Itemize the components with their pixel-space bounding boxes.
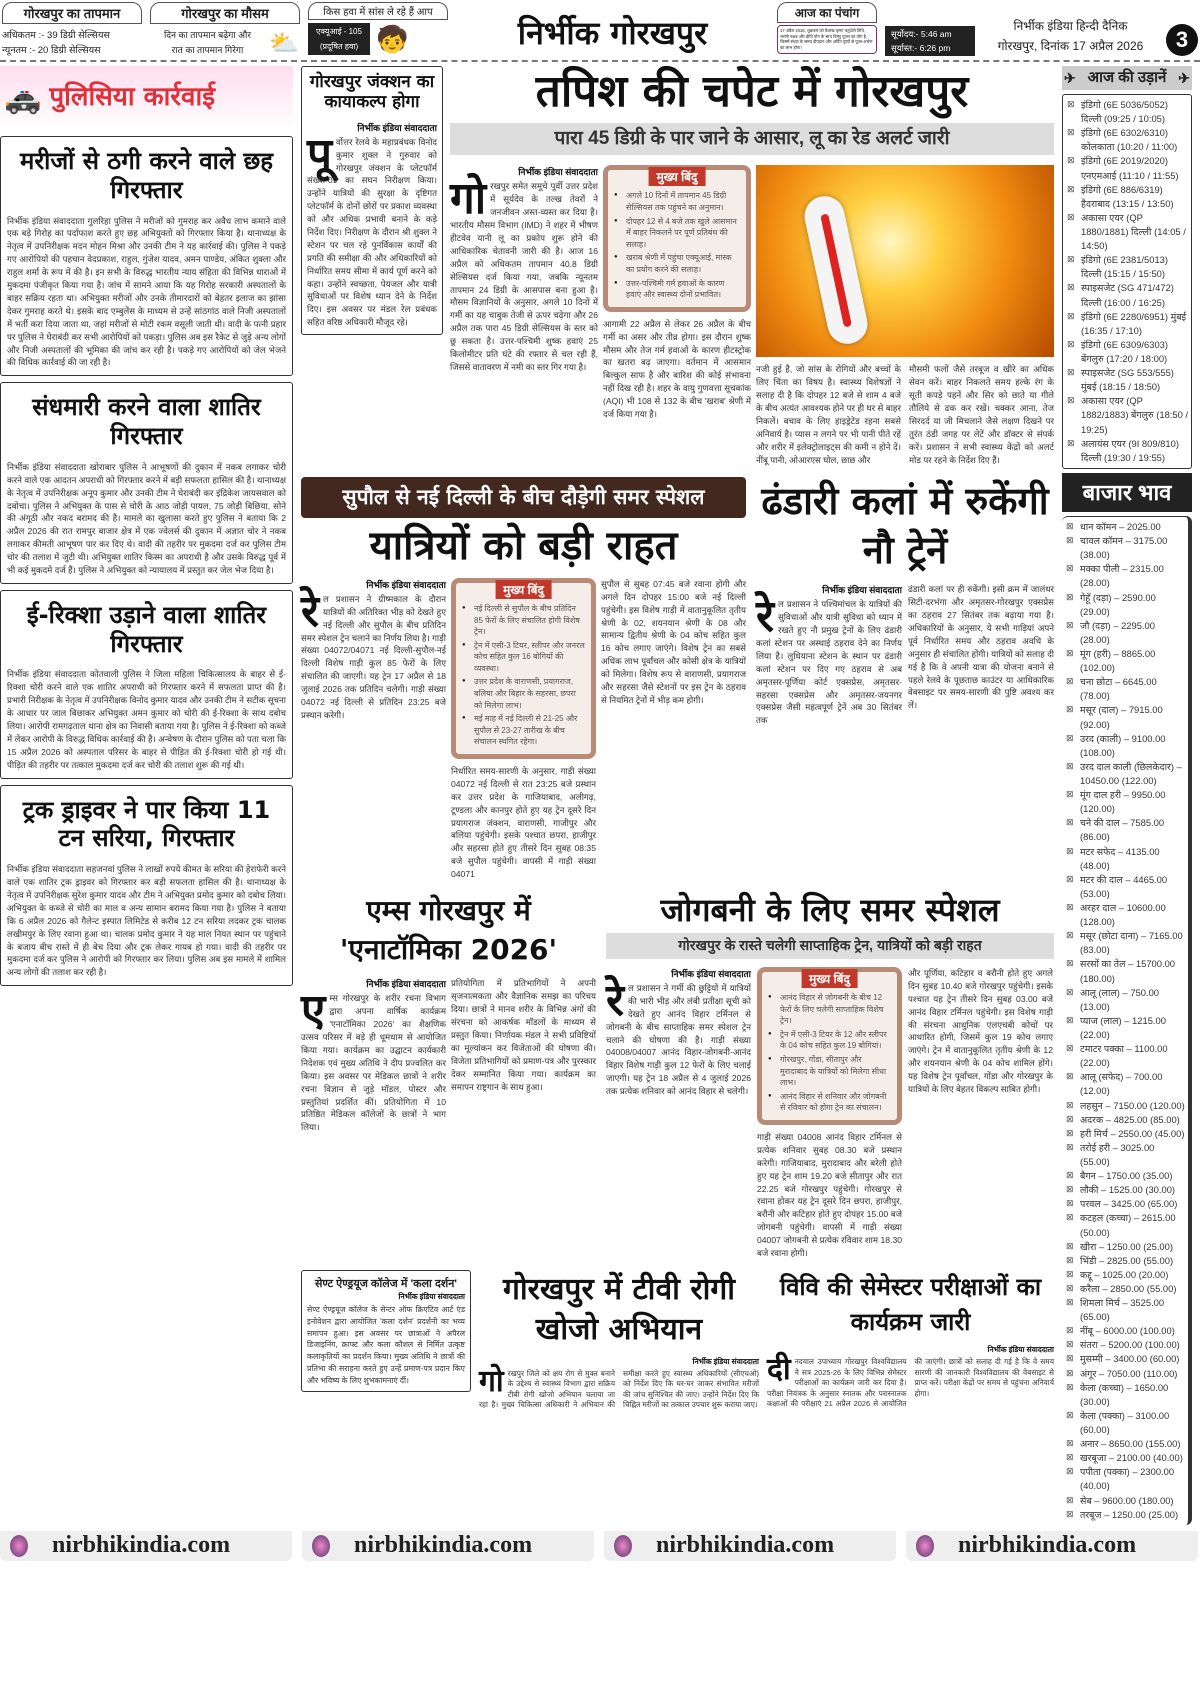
drop-cap: पू xyxy=(307,129,332,179)
press-logo xyxy=(312,1535,330,1557)
article-truck-driver xyxy=(0,785,293,987)
police-car-icon: 🚓 xyxy=(4,81,42,115)
flights-title-text: आज की उड़ानें xyxy=(1087,69,1167,86)
list-item: ● मई माह में नई दिल्ली से 21-25 और सुपौल से 23-27 तारीख के बीच संचालन स्थगित रहेगा। xyxy=(462,713,585,748)
airplane-icon: ✈ xyxy=(1064,70,1076,86)
weather-line: रात का तापमान गिरेगा xyxy=(171,45,244,55)
list-item: ⊠ मसूर (दाल) – 7915.00 (92.00) xyxy=(1064,703,1186,731)
article-body: मौसमी फलों जैसे तरबूज व खीरे का अधिक सेवन करें। बाहर निकलते समय हल्के रंग के सूती कपड़े पहनें और सिर को छाते या गीले तौलिये से ढक कर रखें। चक्कर आना, तेज सिरदर्द या जी मिचलाने जैसे लक्षण दिखने पर तुरंत ठंडी जगह पर लेटें और डॉक्टर से संपर्क करें। प्रशासन ने सभी स्वास्थ्य केंद्रों को अलर्ट मोड पर रहने के निर्देश दिए हैं। xyxy=(909,364,1054,465)
list-item: ⊠ हरी मिर्च – 2550.00 (45.00) xyxy=(1064,1127,1186,1141)
list-item: ⊠ मसूर (छोटा दाना) – 7165.00 (83.00) xyxy=(1064,929,1186,957)
aiims-col-1 xyxy=(301,977,446,1134)
article-body: म्स गोरखपुर के शरीर रचना विभाग द्वारा अपना वार्षिक कार्यक्रम 'एनाटॉमिका 2026' का शैक्षणिक उत्सव परिसर में बड़े ही धूमधाम से आयोजित किया गया। कार्यक्रम का उद्घाटन कार्यकारी निदेशक एवं मुख्य अतिथि ने दीप प्रज्वलित कर किया। इस अवसर पर मेडिकल छात्रों ने शरीर रचना विज्ञान से जुड़े मॉडल, पोस्टर और प्रस्तुतियां प्रदर्शित कीं। प्रतियोगिता में 10 प्रतिष्ठित मेडिकल कॉलेजों के छात्रों ने भाग लिया। xyxy=(301,993,446,1133)
weather-line: दिन का तापमान बढ़ेगा और xyxy=(163,30,252,40)
press-logo xyxy=(614,1535,632,1557)
key-points-title: मुख्य बिंदु xyxy=(495,580,552,599)
key-points-list xyxy=(462,603,585,748)
aqi-block xyxy=(308,2,448,55)
paper-info xyxy=(983,16,1158,56)
dhandari-headline: ढंडारी कलां में रुकेंगी नौ ट्रेनें xyxy=(761,478,1049,572)
supaul-headline: यात्रियों को बड़ी राहत xyxy=(369,522,678,569)
center-area xyxy=(301,66,1054,1410)
jogbani-headline: जोगबनी के लिए समर स्पेशल xyxy=(660,891,1000,930)
key-points-box xyxy=(451,578,596,759)
temp-max: अधिकतम :- 39 डिग्री सेल्सियस xyxy=(2,30,110,41)
list-item: ⊠ सरसों का तेल – 15700.00 (180.00) xyxy=(1064,957,1186,985)
list-item: ⊠ तरबूज – 1250.00 (25.00) xyxy=(1064,1508,1186,1522)
article-body: प्रतियोगिता में प्रतिभागियों ने अपनी सृजनात्मकता और वैज्ञानिक समझ का परिचय दिया। छात्रों ने मानव शरीर के विभिन्न अंगों की संरचना को आकर्षक मॉडलों के माध्यम से प्रस्तुत किया। निर्णायक मंडल ने सभी प्रविष्टियों का मूल्यांकन कर विजेताओं की घोषणा की। विजेता प्रतिभागियों को प्रमाण-पत्र और पुरस्कार देकर सम्मानित किया गया। कार्यक्रम का समापन राष्ट्रगान के साथ हुआ। xyxy=(451,978,596,1092)
drop-cap: रे xyxy=(756,592,774,642)
page-number: 3 xyxy=(1166,24,1198,56)
byline: निर्भीक इंडिया संवाददाता xyxy=(692,1356,759,1366)
headline: ट्रक ड्राइवर ने पार किया 11 टन सरिया, गिरफ्तार xyxy=(22,795,271,853)
main-headline: तपिश की चपेट में गोरखपुर xyxy=(535,66,969,117)
main-col-3 xyxy=(756,165,1054,466)
byline: निर्भीक इंडिया संवाददाता xyxy=(987,1345,1054,1355)
panchang-text: 17 अप्रैल 2026, शुक्रवार को वैशाख कृष्ण चतुर्दशी तिथि, भरणी नक्षत्र और प्रीति योग के साथ विष्णु पूजन का योग है, जिसमें संध्या के समय दीपदान और अर्पित पुष्पों से पूजा-अर्चना का लाभ होगा। xyxy=(777,25,877,54)
byline: निर्भीक इंडिया संवाददाता xyxy=(357,122,437,133)
sun-times xyxy=(885,26,975,56)
heatwave-thermometer-image xyxy=(756,165,1054,357)
list-item: ● आनंद विहार से जोगबनी के बीच 12 फेरों के लिए चलेगी साप्ताहिक विशेष ट्रेन। xyxy=(768,992,891,1027)
footer-url[interactable]: nirbhikindia.com xyxy=(52,1532,231,1559)
list-item: ⊠ मूंग (हरी) – 8865.00 (102.00) xyxy=(1064,647,1186,675)
article-body: निर्भीक इंडिया संवाददाता गुलरिहा पुलिस ने मरीजों को गुमराह कर अवैध लाभ कमाने वाले एक बड़े गिरोह का पर्दाफाश करते हुए छह अभियुक्तों को गिरफ्तार किया है। थानाध्यक्ष के नेतृत्व में उपनिरीक्षक मदन मोहन मिश्रा और उनकी टीम ने यह कार्रवाई की। पुलिस ने पकड़े गए आरोपियों की पहचान वेदप्रकाश, राहुल, गुंजेश यादव, अमन पाण्डेय, अंकित शुक्ला और राहुल शर्मा के रूप में की है। इन सभी के विरुद्ध भारतीय न्याय संहिता की विभिन्न धाराओं में मुकदमा पंजीकृत किया गया है। जांच में सामने आया कि यह गिरोह सरकारी अस्पतालों के बाहर सक्रिय रहता था। अभियुक्त मरीजों और उनके तीमारदारों को बेहतर इलाज का झांसा देकर गुमराह करते थे। इसके बाद एम्बुलेंस के माध्यम से उन्हें सांठगांठ वाले निजी अस्पतालों में भर्ती करा दिया जाता था, जहां मरीजों से मोटी रकम वसूली जाती थी। वादी के पत्नी प्रहार पर पुलिस ने घेराबंदी कर सभी आरोपियों को पकड़ा। पुलिस अब इस रैकेट से जुड़े अन्य लोगों और निजी अस्पतालों की भूमिका की जांच कर रही है। पकड़े गए आरोपियों को जेल भेजने की विधिक कार्रवाई की जा रही है। xyxy=(7,215,286,368)
panchang-title: आज का पंचांग xyxy=(777,2,877,23)
list-item: ● उत्तर प्रदेश के वाराणसी, प्रयागराज, बलिया और बिहार के सहरसा, छपरा को मिलेगा लाभ। xyxy=(462,676,585,711)
byline: निर्भीक इंडिया संवाददाता xyxy=(366,579,446,590)
list-item: ⊠ प्याज (लाल) – 1215.00 (22.00) xyxy=(1064,1014,1186,1042)
flights-title xyxy=(1062,66,1192,90)
dhandari-story xyxy=(756,477,1054,728)
list-item: ⊠ मटर सफेद – 4135.00 (48.00) xyxy=(1064,845,1186,873)
list-item: ⊠ चना छोटा – 6645.00 (78.00) xyxy=(1064,675,1186,703)
list-item: ⊠ अलायंस एयर (9I 809/810) दिल्ली (19:30 / 19:55) xyxy=(1065,437,1189,465)
list-item: ⊠ लौकी – 1525.00 (30.00) xyxy=(1064,1183,1186,1197)
main-col-1 xyxy=(450,165,598,373)
list-item: ⊠ शिमला मिर्च – 3525.00 (65.00) xyxy=(1064,1296,1186,1324)
drop-cap: गो xyxy=(450,174,487,224)
list-item: ⊠ केला (पक्का) – 3100.00 (60.00) xyxy=(1064,1409,1186,1437)
article-body: ढंडारी कलां पर ही रुकेंगी। इसी क्रम में जालंधर सिटी-दरभंगा और अमृतसर-गोरखपुर एक्सप्रेस का ठहराव 27 सितंबर तक बढ़ाया गया है। अधिकारियों के अनुसार, ये सभी गाड़ियां अपने पूर्व निर्धारित समय और ठहराव अवधि के अनुसार ही संचालित होंगी। यात्रियों को सलाह दी गई है कि वे अपनी यात्रा की योजना बनाने से पहले रेलवे के पूछताछ काउंटर या आधिकारिक वेबसाइट पर समय-सारणी की पुष्टि अवश्य कर लें। xyxy=(908,584,1054,711)
list-item: ⊠ अकासा एयर (QP 1880/1881) दिल्ली (14:05 / 14:50) xyxy=(1065,211,1189,253)
byline: निर्भीक इंडिया संवाददाता xyxy=(398,1292,465,1302)
list-item: ⊠ करैला – 2850.00 (55.00) xyxy=(1064,1282,1186,1296)
article-body: ल प्रशासन ने पश्चिमांचल के यात्रियों की सुविधाओं और यात्री सुविधा को ध्यान में रखते हुए नौ प्रमुख ट्रेनों के लिए ढंडारी कलां स्टेशन पर अस्थाई ठहराव देने का निर्णय लिया है। लुधियाना स्टेशन के स्थान पर ढंडारी कलां स्टेशन पर दिए गए ठहराव से अब अमृतसर-पूर्णिया कोर्ट एक्सप्रेस, अमृतसर-सहरसा एक्सप्रेस और अमृतसर-जयनगर एक्सप्रेस जैसी महत्वपूर्ण ट्रेनें अब 30 सितंबर तक xyxy=(756,599,902,726)
jogbani-col-2 xyxy=(757,967,902,1260)
drop-cap: दी xyxy=(767,1353,791,1387)
key-points-box xyxy=(603,165,751,311)
footer xyxy=(0,1531,1200,1561)
temp-title: गोरखपुर का तापमान xyxy=(2,2,142,24)
list-item: ⊠ इंडिगो (6E 886/6319) हैदराबाद (13:15 / 13:50) xyxy=(1065,183,1189,211)
article-body: नदयाल उपाध्याय गोरखपुर विश्वविद्यालय ने सत्र 2025-26 के लिए विभिन्न सेमेस्टर परीक्षाओं का कार्यक्रम जारी कर दिया है। परीक्षा नियंत्रक के अनुसार स्नातक और परास्नातक कक्षाओं की परीक्षाएं 21 अप्रैल 2026 से आयोजित की जाएंगी। छात्रों को सलाह दी गई है कि वे समय सारणी की जानकारी विश्वविद्यालय की वेबसाइट से प्राप्त करें। परीक्षा केंद्रों पर समय से पहुंचना अनिवार्य होगा। xyxy=(767,1357,1054,1408)
footer-url[interactable]: nirbhikindia.com xyxy=(354,1532,533,1559)
list-item: ⊠ पपीता (पक्का) – 2300.00 (40.00) xyxy=(1064,1465,1186,1493)
list-item: ● दोपहर 12 से 4 बजे तक खुले आसमान में बाहर निकलने पर पूर्ण प्रतिबंध की सलाह। xyxy=(614,216,740,251)
list-item: ⊠ संतरा – 5200.00 (100.00) xyxy=(1064,1338,1186,1352)
supaul-banner: सुपौल से नई दिल्ली के बीच दौड़ेगी समर स्पेशल xyxy=(301,477,746,518)
list-item: ⊠ मटर की दाल – 4465.00 (53.00) xyxy=(1064,873,1186,901)
list-item: ⊠ आलू (सफेद) – 700.00 (12.00) xyxy=(1064,1070,1186,1098)
article-body: रखपुर जिले को क्षय रोग से मुक्त बनाने के उद्देश्य से स्वास्थ्य विभाग द्वारा सक्रिय टीबी रोगी खोजो अभियान चलाया जा रहा है। मुख्य चिकित्सा अधिकारी ने अभियान की समीक्षा करते हुए स्वास्थ्य अधिकारियों (सीएचओ) को निर्देश दिए कि घर-घर जाकर संभावित मरीजों की जांच सुनिश्चित की जाए। उन्होंने निर्देश दिए कि चिह्नित मरीजों का तत्काल उपचार शुरू कराया जाए। xyxy=(479,1368,759,1409)
list-item: ⊠ मुसम्मी – 3400.00 (60.00) xyxy=(1064,1352,1186,1366)
list-item: ⊠ अदरक – 4825.00 (85.00) xyxy=(1064,1113,1186,1127)
jogbani-subhead: गोरखपुर के रास्ते चलेगी साप्ताहिक ट्रेन, यात्रियों को बड़ी राहत xyxy=(606,933,1054,959)
weather-text xyxy=(150,28,265,58)
list-item: ⊠ अरहर दाल – 10600.00 (128.00) xyxy=(1064,901,1186,929)
list-item: ● ट्रेन में एसी-3 टियर के 12 और स्लीपर के 04 कोच सहित कुल 19 बोगियां। xyxy=(768,1029,891,1052)
dateline: गोरखपुर, दिनांक 17 अप्रैल 2026 xyxy=(997,39,1144,53)
list-item: ⊠ अनार – 8650.00 (155.00) xyxy=(1064,1437,1186,1451)
main-col-2 xyxy=(603,165,751,420)
article-body: निर्भीक इंडिया संवाददाता खोराबार पुलिस ने आभूषणों की दुकान में नकब लगाकर चोरी करने वाले एक आदतन अपराधी को गिरफ्तार करने में बड़ी सफलता हासिल की है। थानाध्यक्ष के नेतृत्व में उपनिरीक्षक अनूप कुमार और उनकी टीम ने घेराबंदी कर इंद्रिकेश जायसवाल को दबोचा। पुलिस ने अभियुक्त के पास से चोरी के आठ जोड़ी पायल, 75 जोड़ी बिछिया, सोने की अंगूठी और नकद बरामद की है। मामले का खुलासा करते हुए पुलिस ने बताया कि 2 अप्रैल 2026 की रात रामपुर बाजार क्षेत्र में एक ज्वेलर्स की दुकान में अज्ञात चोर ने नकब लगाकर कीमती आभूषण पार कर दिए थे। वादी की तहरीर पर मुकदमा दर्ज कर पुलिस टीम चोर की तलाश में जुटी थी। अभियुक्त शातिर किस्म का अपराधी है और उसके विरुद्ध पूर्व में भी कई मुकदमे दर्ज हैं। पुलिस ने अभियुक्त को न्यायालय में प्रस्तुत कर जेल भेज दिया है। xyxy=(7,461,286,575)
list-item: ⊠ गेहूँ (दड़ा) – 2590.00 (29.00) xyxy=(1064,591,1186,619)
list-item: ⊠ इंडिगो (6E 2019/2020) एनएमआई (11:10 / 11:55) xyxy=(1065,154,1189,182)
main-subhead: पारा 45 डिग्री के पार जाने के आसार, लू का रेड अलर्ट जारी xyxy=(450,123,1054,156)
list-item: ⊠ इंडिगो (6E 2280/6951) मुंबई (16:35 / 17:10) xyxy=(1065,310,1189,338)
main-story xyxy=(450,66,1054,467)
drop-cap: रे xyxy=(606,976,624,1026)
list-item: ⊠ परवल – 3425.00 (65.00) xyxy=(1064,1197,1186,1211)
list-item: ⊠ खीरा – 1250.00 (25.00) xyxy=(1064,1240,1186,1254)
footer-url[interactable]: nirbhikindia.com xyxy=(656,1532,835,1559)
article-body: और पूर्णिया, कटिहार व बरौनी होते हुए अगले दिन सुबह 10.40 बजे गोरखपुर पहुंचेगी। इसके पश्चात यह ट्रेन तीसरे दिन सुबह 03.00 बजे आनंद विहार टर्मिनल पहुंचेगी। इस विशेष गाड़ी की संरचना आधुनिक एलएचबी कोचों पर आधारित होगी, जिसमें कुल 19 कोच लगाए जाएंगे। ट्रेन में वातानुकूलित तृतीय श्रेणी के 12 और शयनयान श्रेणी के 04 कोच शामिल होंगे। यह विशेष ट्रेन पूर्वांचल, गोंडा और गोरखपुर के यात्रियों के लिए बेहतर विकल्प साबित होगी। xyxy=(908,968,1053,1095)
list-item: ● ट्रेन में एसी-3 टियर, स्लीपर और जनरल कोच सहित कुल 16 बोगियों की व्यवस्था। xyxy=(462,640,585,675)
jogbani-story xyxy=(606,891,1054,1260)
article-junction xyxy=(301,66,443,335)
univ-headline: विवि की सेमेस्टर परीक्षाओं का कार्यक्रम जारी xyxy=(779,1272,1042,1336)
list-item: ⊠ टमाटर पक्का – 1100.00 (22.00) xyxy=(1064,1042,1186,1070)
footer-block xyxy=(0,1531,292,1561)
section-banner xyxy=(0,66,293,130)
byline: निर्भीक इंडिया संवाददाता xyxy=(822,585,902,596)
weather-title: गोरखपुर का मौसम xyxy=(150,2,300,24)
list-item: ⊠ कटहल (कच्चा) – 2615.00 (50.00) xyxy=(1064,1211,1186,1239)
drop-cap: रे xyxy=(301,586,319,636)
tb-headline: गोरखपुर में टीवी रोगी खोजो अभियान xyxy=(502,1271,736,1348)
aiims-headline: एम्स गोरखपुर में 'एनाटॉमिका 2026' xyxy=(339,894,558,967)
list-item: ● अगले 10 दिनों में तापमान 45 डिग्री सेल्सियस तक पहुंचने का अनुमान। xyxy=(614,190,740,213)
list-item: ⊠ अंगूर – 7050.00 (110.00) xyxy=(1064,1367,1186,1381)
list-item: ⊠ स्पाइसजेट (SG 553/555) मुंबई (18:15 / 18:50) xyxy=(1065,366,1189,394)
sunset: सूर्यास्त:- 6:26 pm xyxy=(891,43,951,53)
temp-min: न्यूनतम :- 20 डिग्री सेल्सियस xyxy=(2,45,101,56)
headline: मरीजों से ठगी करने वाले छह गिरफ्तार xyxy=(19,147,274,204)
byline: निर्भीक इंडिया संवाददाता xyxy=(366,979,446,990)
article-body: आगामी 22 अप्रैल से लेकर 26 अप्रैल के बीच गर्मी का असर और तीव्र होगा। इस दौरान शुष्क मौसम और तेज गर्म हवाओं के कारण हीटस्ट्रोक का खतरा बढ़ जाएगा। वर्तमान में आसमान बिल्कुल साफ है और बारिश की कोई संभावना नहीं दिख रही है। शहर के वायु गुणवत्ता सूचकांक (AQI) भी 108 से 132 के बीच 'खराब' श्रेणी में दर्ज किया गया है। xyxy=(603,318,751,419)
airplane-icon: ✈ xyxy=(1178,70,1190,86)
footer-block xyxy=(302,1531,594,1561)
tb-story xyxy=(479,1270,759,1410)
headline: गोरखपुर जंक्शन का कायाकल्प होगा xyxy=(309,72,435,113)
aqi-label: (प्रदूषित हवा) xyxy=(319,42,359,51)
article-kala-darshan xyxy=(301,1270,471,1392)
supaul-story xyxy=(301,477,746,882)
list-item: ⊠ भिंडी – 2825.00 (55.00) xyxy=(1064,1254,1186,1268)
list-item: ⊠ स्पाइसजेट (SG 471/472) दिल्ली (16:00 / 16:25) xyxy=(1065,281,1189,309)
headline: सेण्ट ऐण्ड्रयूज कॉलेज में 'कला दर्शन' xyxy=(314,1277,457,1290)
list-item: ⊠ तरोई हरी – 3025.00 (55.00) xyxy=(1064,1141,1186,1169)
footer-block xyxy=(906,1531,1198,1561)
list-item: ⊠ चावल कॉमन – 3175.00 (38.00) xyxy=(1064,534,1186,562)
left-column xyxy=(0,66,293,986)
temp-readings xyxy=(2,28,142,58)
drop-cap: ए xyxy=(301,986,326,1036)
dhandari-col-1 xyxy=(756,583,902,727)
list-item: ● उत्तर-पश्चिमी गर्म हवाओं के कारण हवाएं और स्वास्थ्य दोनों प्रभावित। xyxy=(614,278,740,301)
key-points-title: मुख्य बिंदु xyxy=(801,969,858,988)
jogbani-col-1 xyxy=(606,967,751,1098)
aqi-title: किस हवा में सांस ले रहे हैं आप xyxy=(308,2,448,20)
section-banner-title: पुलिसिया कार्रवाई xyxy=(49,82,215,113)
byline: निर्भीक इंडिया संवाददाता xyxy=(518,167,598,178)
key-points-box xyxy=(757,967,902,1125)
list-item: ⊠ नींबू – 6000.00 (100.00) xyxy=(1064,1324,1186,1338)
article-body: रखपुर समेत समूचे पूर्वी उत्तर प्रदेश में सूर्यदेव के तल्ख तेवरों ने जनजीवन अस्त-व्यस्त कर दिया है। भारतीय मौसम विभाग (IMD) ने शहर में भीषण हीटवेव यानी लू का प्रकोप शुरू होने की आधिकारिक चेतावनी जारी की है। आज 16 अप्रैल को अधिकतम तापमान 40.8 डिग्री सेल्सियस दर्ज किया गया, जबकि न्यूनतम तापमान 24 डिग्री के आसपास बना हुआ है। मौसम विज्ञानियों के अनुसार, अगले 10 दिनों में गर्मी का यह चाबुक तेजी से ऊपर चढ़ेगा और 26 अप्रैल तक पारा 45 डिग्री सेल्सियस के स्तर को छू सकता है। उत्तर-पश्चिमी शुष्क हवाएं 25 किलोमीटर प्रति घंटे की रफ्तार से चल रही हैं, जिससे वातावरण में नमी का स्तर गिर गया है। xyxy=(450,181,598,372)
list-item: ⊠ इंडिगो (6E 6309/6303) बेंगलुरु (17:20 / 18:00) xyxy=(1065,338,1189,366)
list-item: ⊠ जौ (दड़ा) – 2295.00 (28.00) xyxy=(1064,619,1186,647)
list-item: ⊠ कद्दू – 1025.00 (20.00) xyxy=(1064,1268,1186,1282)
drop-cap: गो xyxy=(479,1364,504,1398)
list-item: ⊠ केला (कच्चा) – 1650.00 (30.00) xyxy=(1064,1381,1186,1409)
headline: संधमारी करने वाला शातिर गिरफ्तार xyxy=(32,393,261,451)
article-body: सेण्ट ऐण्ड्रयूज कॉलेज के सेन्टर ऑफ क्रिएटिव आर्ट एंड इनोवेशन द्वारा आयोजित 'कला दर्शन' प्रदर्शनी का भव्य समापन हुआ। इस अवसर पर छात्राओं ने अपैरल डिजाइनिंग, क्राफ्ट और कला कौशल से निर्मित उत्कृष्ट कलाकृतियों का प्रदर्शन किया। मुख्य अतिथि ने छात्रों की प्रतिभा की सराहना करते हुए उन्हें प्रमाण-पत्र प्रदान किए और भविष्य के लिए शुभकामनाएं दीं। xyxy=(307,1305,465,1385)
list-item: ⊠ अकासा एयर (QP 1882/1883) बेंगलुरु (18:50 / 19:25) xyxy=(1065,394,1189,436)
list-item: ● नई दिल्ली से सुपौल के बीच प्रतिदिन 85 फेरों के लिए संचालित होगी विशेष ट्रेन। xyxy=(462,603,585,638)
article-body: गाड़ी संख्या 04008 आनंद विहार टर्मिनल से प्रत्येक शनिवार सुबह 08.30 बजे प्रस्थान करेगी। गाजियाबाद, मुरादाबाद और बरेली होते हुए यह ट्रेन शाम 19.20 बजे सीतापुर और रात 22.25 बजे गोरखपुर पहुंचेगी। गोरखपुर से रवाना होकर यह ट्रेन दूसरे दिन छपरा, हाजीपुर, बरौनी और कटिहार होते हुए दोपहर 15.00 बजे जोगबनी पहुंचेगी। वापसी में गाड़ी संख्या 04007 जोगबनी से प्रत्येक रविवार शाम 18.30 बजे रवाना होगी। xyxy=(757,1131,902,1258)
key-points-list xyxy=(614,190,740,300)
press-logo xyxy=(10,1535,28,1557)
flights-list xyxy=(1062,94,1192,469)
key-points-list xyxy=(768,992,891,1114)
list-item: ⊠ उरद (काली) – 9100.00 (108.00) xyxy=(1064,732,1186,760)
market-title: बाजार भाव xyxy=(1062,473,1192,512)
article-body: र्वोत्तर रेलवे के महाप्रबंधक विनोद कुमार शुक्ल ने गुरुवार को गोरखपुर जंक्शन के प्लेटफॉर्म संख्या-09 का सघन निरीक्षण किया। उन्होंने यात्रियों की सुरक्षा के दृष्टिगत प्लेटफॉर्म के दोनों छोरों पर प्रकाश व्यवस्था को और अधिक प्रभावी बनाने के कड़े निर्देश दिए। निरीक्षण के दौरान श्री शुक्ल ने स्टेशन पर चल रहे पुनर्विकास कार्यों की प्रगति की समीक्षा की और अधिकारियों को निर्धारित समय सीमा में कार्य पूर्ण करने को कहा। उन्होंने स्वच्छता, पेयजल और यात्री सुविधाओं पर विशेष ध्यान देने के निर्देश दिए। इस अवसर पर मंडल रेल प्रबंधक सहित वरिष्ठ अधिकारी मौजूद रहे। xyxy=(307,136,437,328)
paper-name: निर्भीक इंडिया हिन्दी दैनिक xyxy=(1013,19,1128,33)
list-item: ⊠ इंडिगो (6E 6302/6310) कोलकाता (10:20 / 11:00) xyxy=(1065,126,1189,154)
list-item: ⊠ बैगन – 1750.00 (35.00) xyxy=(1064,1169,1186,1183)
footer-url[interactable]: nirbhikindia.com xyxy=(958,1532,1137,1559)
article-body: निर्धारित समय-सारणी के अनुसार, गाड़ी संख्या 04072 नई दिल्ली से रात 23:25 बजे प्रस्थान कर उत्तर प्रदेश के गाजियाबाद, अलीगढ़, टूण्डला और कानपुर होते हुए यह ट्रेन दूसरे दिन प्रयागराज जंक्शन, वाराणसी, गाजीपुर और बलिया पहुंचेगी। इसके पश्चात छपरा, हाजीपुर और सहरसा होते हुए तीसरे दिन सुबह 08:35 बजे सुपौल पहुंचेगी। वापसी में गाड़ी संख्या 04071 xyxy=(451,766,596,880)
list-item: ⊠ सेब – 9600.00 (180.00) xyxy=(1064,1494,1186,1508)
article-body: नजी हुई है, जो सांस के रोगियों और बच्चों के लिए चिंता का विषय है। स्वास्थ्य विशेषज्ञों ने सलाह दी है कि दोपहर 12 बजे से शाम 4 बजे के बीच अत्यंत आवश्यक होने पर ही घर से बाहर निकलें। बचाव के लिए हाइड्रेटेड रहना सबसे अनिवार्य है। प्यास न लगने पर भी पानी पीते रहें और शरीर में इलेक्ट्रोलाइट्स की कमी न होने दें। नींबू पानी, ओआरएस घोल, छाछ और xyxy=(756,364,901,465)
aiims-story xyxy=(301,891,596,1134)
list-item: ⊠ उरद दाल काली (छिलकेदार) – 10450.00 (122.00) xyxy=(1064,760,1186,788)
masthead: निर्भीक गोरखपुर xyxy=(517,14,708,52)
article-body: सुपौल से सुबह 07:45 बजे रवाना होगी और अगले दिन दोपहर 15:00 बजे नई दिल्ली पहुंचेगी। इस विशेष गाड़ी में वातानुकूलित तृतीय श्रेणी के 02, शयनयान श्रेणी के 08 और सामान्य द्वितीय श्रेणी के 04 कोच सहित कुल 16 कोच लगाए जाएंगे। विशेष ट्रेन का सबसे अधिक लाभ पूर्वांचल और कोसी क्षेत्र के यात्रियों को मिलेगा। विशेष रूप से वाराणसी, प्रयागराज और सहरसा जैसे स्टेशनों पर इस ट्रेन के ठहराव से नियमित ट्रेनों में भीड़ कम होगी। xyxy=(601,578,746,705)
article-erickshaw-theft xyxy=(0,590,293,779)
list-item: ● खराब श्रेणी में पहुंचा एक्यूआई, मास्क का प्रयोग करने की सलाह। xyxy=(614,252,740,275)
key-points-title: मुख्य बिंदु xyxy=(649,167,706,186)
article-body: निर्भीक इंडिया संवाददाता सहजनवां पुलिस ने लाखों रुपये कीमत के सरिया की हेराफेरी करने वाले एक शातिर ट्रक ड्राइवर को गिरफ्तार कर बड़ी सफलता हासिल की है। थानाध्यक्ष के नेतृत्व में उपनिरीक्षक सुरेश कुमार यादव और टीम ने अभियुक्त प्रमोद कुमार को दबोच लिया। अभियुक्त के कब्जे से चोरी का माल व अन्य सामान बरामद किया गया है। पुलिस ने बताया कि 6 अप्रैल 2026 को गैलेन्ट इस्पात लिमिटेड से करीब 12 टन सरिया लदकर ट्रक चालक लखीमपुर के लिए रवाना हुआ था। चालक प्रमोद कुमार ने यह माल नियत स्थान पर पहुंचाने के बजाय बीच रास्ते में ही बेच दिया और ट्रक लेकर गायब हो गया। वादी की तहरीर पर मुकदमा दर्ज कर पुलिस ने आरोपी को गिरफ्तार कर लिया। पुलिस अब इस मामले में शामिल अन्य लोगों की तलाश कर रही है। xyxy=(7,864,286,978)
market-list xyxy=(1062,516,1192,1525)
list-item: ⊠ इंडिगो (6E 5036/5052) दिल्ली (09:25 / 10:05) xyxy=(1065,98,1189,126)
supaul-col-1 xyxy=(301,578,446,722)
univ-story xyxy=(767,1270,1054,1409)
press-logo xyxy=(916,1535,934,1557)
supaul-col-2 xyxy=(451,578,596,881)
sun-cloud-icon: ⛅ xyxy=(269,29,299,57)
list-item: ⊠ धान कॉमन – 2025.00 xyxy=(1064,520,1186,534)
article-burglary xyxy=(0,382,293,584)
weather-block xyxy=(150,2,300,58)
list-item: ⊠ मक्का पीली – 2315.00 (28.00) xyxy=(1064,562,1186,590)
list-item: ⊠ मूंग दाल हरी – 9950.00 (120.00) xyxy=(1064,788,1186,816)
list-item: ⊠ आलू (लाल) – 750.00 (13.00) xyxy=(1064,986,1186,1014)
byline: निर्भीक इंडिया संवाददाता xyxy=(671,969,751,980)
thermometer-icon xyxy=(801,193,871,348)
list-item: ⊠ चने की दाल – 7585.00 (86.00) xyxy=(1064,816,1186,844)
header xyxy=(0,0,1200,62)
list-item: ⊠ लहसुन – 7150.00 (120.00) xyxy=(1064,1099,1186,1113)
coughing-child-icon: 🧒 xyxy=(376,23,409,54)
list-item: ⊠ इंडिगो (6E 2381/5013) दिल्ली (15:15 / 15:50) xyxy=(1065,253,1189,281)
article-body: निर्भीक इंडिया संवाददाता कोतवाली पुलिस ने जिला महिला चिकित्सालय के बाहर से ई-रिक्शा चोरी करने वाले एक शातिर अपराधी को गिरफ्तार करने में सफलता प्राप्त की है। प्रभारी निरीक्षक के नेतृत्व में उपनिरीक्षक विनोद कुमार यादव और उनकी टीम ने सटीक सूचना के आधार पर जाल बिछाकर अभियुक्त अमन कुमार को चोरी की ई-रिक्शा के साथ दबोच लिया। आरोपी रामगढ़ताल थाना क्षेत्र का निवासी बताया गया है। पुलिस ने ई-रिक्शा को कब्जे में लेकर आरोपी के विरुद्ध विधिक कार्रवाई की है। अन्वेषण के दौरान पुलिस को पता चला कि 15 अप्रैल 2026 को अस्पताल परिसर के बाहर से पीड़ित की ई-रिक्शा चोरी हो गई थी। पीड़ित की तहरीर पर तत्काल मुकदमा दर्ज कर चोरी की तलाश शुरू की गई थी। xyxy=(7,669,286,770)
article-patient-fraud xyxy=(0,136,293,376)
list-item: ● आनंद विहार से शनिवार और जोगबनी से रविवार को होगा ट्रेन का संचालन। xyxy=(768,1091,891,1114)
right-sidebar xyxy=(1062,66,1192,1525)
panchang-block xyxy=(777,2,877,54)
aqi-value: एक्यूआई - 105 xyxy=(316,27,362,36)
sunrise: सूर्योदय:- 5:46 am xyxy=(891,29,952,39)
list-item: ⊠ खरबूजा – 2100.00 (40.00) xyxy=(1064,1451,1186,1465)
headline: ई-रिक्शा उड़ाने वाला शातिर गिरफ्तार xyxy=(26,600,267,658)
footer-block xyxy=(604,1531,896,1561)
temperature-block xyxy=(2,2,142,58)
article-body: ल प्रशासन ने ग्रीष्मकाल के दौरान यात्रियों की अतिरिक्त भीड़ को देखते हुए नई दिल्ली और सुपौल के बीच प्रतिदिन समर स्पेशल ट्रेन चलाने का निर्णय लिया है। गाड़ी संख्या 04072/04071 नई दिल्ली-सुपौल-नई दिल्ली विशेष गाड़ी कुल 85 फेरों के लिए संचालित की जाएगी। यह ट्रेन 17 अप्रैल से 18 जुलाई 2026 तक प्रतिदिन चलेगी। गाड़ी संख्या 04072 नई दिल्ली से प्रतिदिन 23:25 बजे प्रस्थान करेगी। xyxy=(301,593,446,720)
aqi-box xyxy=(308,23,370,55)
list-item: ● गोरखपुर, गोंडा, सीतापुर और मुरादाबाद के यात्रियों को मिलेगा सीधा लाभ। xyxy=(768,1054,891,1089)
article-body: ल प्रशासन ने गर्मी की छुट्टियों में यात्रियों की भारी भीड़ और लंबी प्रतीक्षा सूची को देखते हुए आनंद विहार टर्मिनल से जोगबनी के बीच साप्ताहिक समर स्पेशल ट्रेन चलाने की घोषणा की है। गाड़ी संख्या 04008/04007 आनंद विहार-जोगबनी-आनंद विहार विशेष गाड़ी कुल 12 फेरों के लिए चलाई जाएगी। यह ट्रेन 18 अप्रैल से 4 जुलाई 2026 तक प्रत्येक शनिवार को आनंद विहार से चलेगी। xyxy=(606,983,751,1097)
